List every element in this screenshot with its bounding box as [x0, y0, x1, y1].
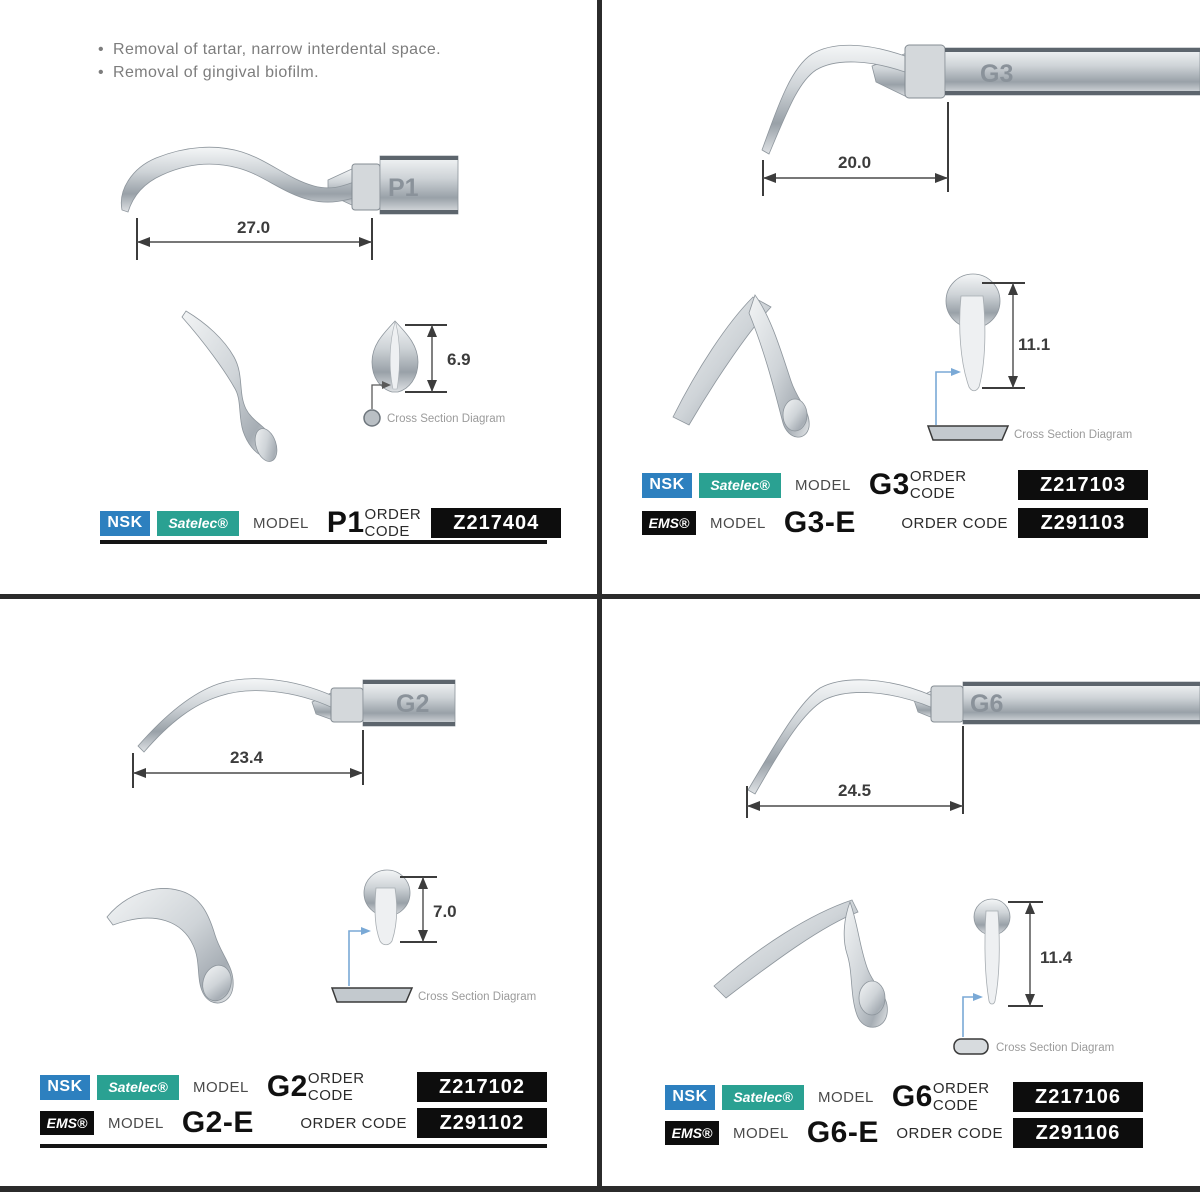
- g6-tip-3d-view: [700, 868, 910, 1048]
- feature-bullets: [98, 38, 441, 84]
- ems-logo: EMS®: [40, 1111, 94, 1135]
- model-label: MODEL: [193, 1078, 249, 1096]
- bullet-item: [98, 61, 441, 84]
- order-code-badge: Z217102: [417, 1072, 547, 1102]
- ems-logo: EMS®: [642, 511, 696, 535]
- p1-tip-shape: [121, 147, 361, 212]
- cross-section-label: Cross Section Diagram: [418, 991, 537, 1003]
- bullet-item: [98, 38, 441, 61]
- cross-section-label: Cross Section Diagram: [996, 1042, 1115, 1054]
- horizontal-divider: [0, 594, 1200, 599]
- p1-shaft-nut: [352, 164, 380, 210]
- p1-tip-3d-view: [148, 295, 328, 475]
- g3-nsk-row: [642, 468, 1148, 502]
- g2-section-profile: [375, 888, 397, 945]
- order-code-badge: Z291102: [417, 1108, 547, 1138]
- order-code-label: ORDER CODE: [364, 506, 422, 540]
- model-label: MODEL: [108, 1114, 164, 1132]
- g2-shaft-engraving: G2: [396, 690, 430, 718]
- g2-underline: [40, 1144, 547, 1148]
- g6-height-dimension: [1008, 902, 1073, 1006]
- model-name: G2-E: [181, 1106, 254, 1139]
- g3-height-value: 11.1: [1018, 335, 1051, 354]
- g2-length-dimension: [133, 730, 363, 788]
- g3-length-value: 20.0: [838, 153, 872, 172]
- g3-tip-3d-view: [655, 265, 875, 465]
- model-label: MODEL: [795, 476, 851, 494]
- bullet-dot: •: [98, 64, 105, 81]
- bullet-text: Removal of tartar, narrow interdental space.: [113, 41, 441, 58]
- bottom-border: [0, 1186, 1200, 1192]
- g2-tip-shape: [138, 679, 333, 752]
- model-label: MODEL: [710, 514, 766, 532]
- satelec-logo: Satelec®: [97, 1075, 179, 1100]
- satelec-logo: Satelec®: [699, 473, 781, 498]
- g6-tip-diagram: [700, 660, 1200, 825]
- nsk-logo: NSK: [642, 473, 692, 498]
- p1-shaft-engraving: P1: [388, 174, 419, 202]
- g2-section-shape-icon: [332, 988, 412, 1002]
- g3-tip-shape: [762, 45, 905, 154]
- g2-length-value: 23.4: [230, 748, 264, 767]
- g6-section-shape-icon: [954, 1039, 988, 1054]
- nsk-logo: NSK: [100, 511, 150, 536]
- nsk-logo: NSK: [40, 1075, 90, 1100]
- order-code-badge: Z291106: [1013, 1118, 1143, 1148]
- model-name: G6-E: [806, 1116, 879, 1149]
- g6-cross-section-diagram: [930, 875, 1180, 1075]
- g6-section-profile: [985, 911, 999, 1004]
- g2-shaft-nut: [331, 688, 363, 722]
- g3-section-shape-icon: [928, 426, 1008, 440]
- nsk-logo: NSK: [665, 1085, 715, 1110]
- g2-ems-row: [40, 1106, 547, 1140]
- ems-logo: EMS®: [665, 1121, 719, 1145]
- p1-length-value: 27.0: [237, 218, 271, 237]
- p1-height-value: 6.9: [447, 350, 471, 369]
- order-code-badge: Z217404: [431, 508, 561, 538]
- g6-height-value: 11.4: [1040, 948, 1073, 967]
- model-label: MODEL: [818, 1088, 874, 1106]
- g6-length-value: 24.5: [838, 781, 872, 800]
- g2-tip-3d-view: [85, 855, 285, 1015]
- p1-length-dimension: [137, 218, 372, 260]
- order-code-label: ORDER CODE: [307, 1070, 365, 1104]
- order-code-label: ORDER CODE: [932, 1080, 990, 1114]
- satelec-logo: Satelec®: [722, 1085, 804, 1110]
- p1-brand-row: [100, 506, 547, 540]
- order-code-label: ORDER CODE: [896, 1124, 1003, 1142]
- g6-ems-row: [665, 1116, 1143, 1150]
- cross-section-label: Cross Section Diagram: [387, 413, 506, 425]
- g2-nsk-row: [40, 1070, 547, 1104]
- p1-cross-section-diagram: [355, 315, 535, 435]
- bullet-dot: •: [98, 41, 105, 58]
- g6-nsk-row: [665, 1080, 1143, 1114]
- cross-section-label: Cross Section Diagram: [1014, 429, 1133, 441]
- g2-tip-diagram: [100, 660, 500, 825]
- model-name: G3: [868, 468, 910, 501]
- p1-section-shape-icon: [364, 410, 380, 426]
- order-code-label: ORDER CODE: [901, 514, 1008, 532]
- model-name: G6: [891, 1080, 933, 1113]
- g3-tip-diagram: [640, 20, 1200, 220]
- order-code-label: ORDER CODE: [300, 1114, 407, 1132]
- model-label: MODEL: [253, 514, 309, 532]
- g2-cross-section-diagram: [320, 862, 555, 1007]
- g3-ems-row: [642, 506, 1148, 540]
- g3-length-dimension: [763, 102, 948, 196]
- g6-section-leader: [954, 993, 988, 1054]
- satelec-logo: Satelec®: [157, 511, 239, 536]
- model-name: G2: [266, 1070, 308, 1103]
- order-code-badge: Z217103: [1018, 470, 1148, 500]
- order-code-label: ORDER CODE: [909, 468, 967, 502]
- g6-shaft-engraving: G6: [970, 690, 1004, 718]
- model-name: P1: [326, 506, 365, 539]
- g6-shaft-nut: [931, 686, 963, 722]
- g3-shaft-engraving: G3: [980, 60, 1014, 88]
- model-label: MODEL: [733, 1124, 789, 1142]
- g2-height-value: 7.0: [433, 902, 457, 921]
- g6-tip-shape: [748, 680, 933, 794]
- p1-underline: [100, 540, 547, 544]
- order-code-badge: Z291103: [1018, 508, 1148, 538]
- order-code-badge: Z217106: [1013, 1082, 1143, 1112]
- g3-shaft-nut: [905, 45, 945, 98]
- g3-section-profile: [960, 296, 985, 391]
- model-name: G3-E: [783, 506, 856, 539]
- p1-tip-diagram: [100, 130, 520, 320]
- bullet-text: Removal of gingival biofilm.: [113, 64, 319, 81]
- g3-cross-section-diagram: [920, 268, 1155, 448]
- g2-section-leader: [332, 927, 412, 1002]
